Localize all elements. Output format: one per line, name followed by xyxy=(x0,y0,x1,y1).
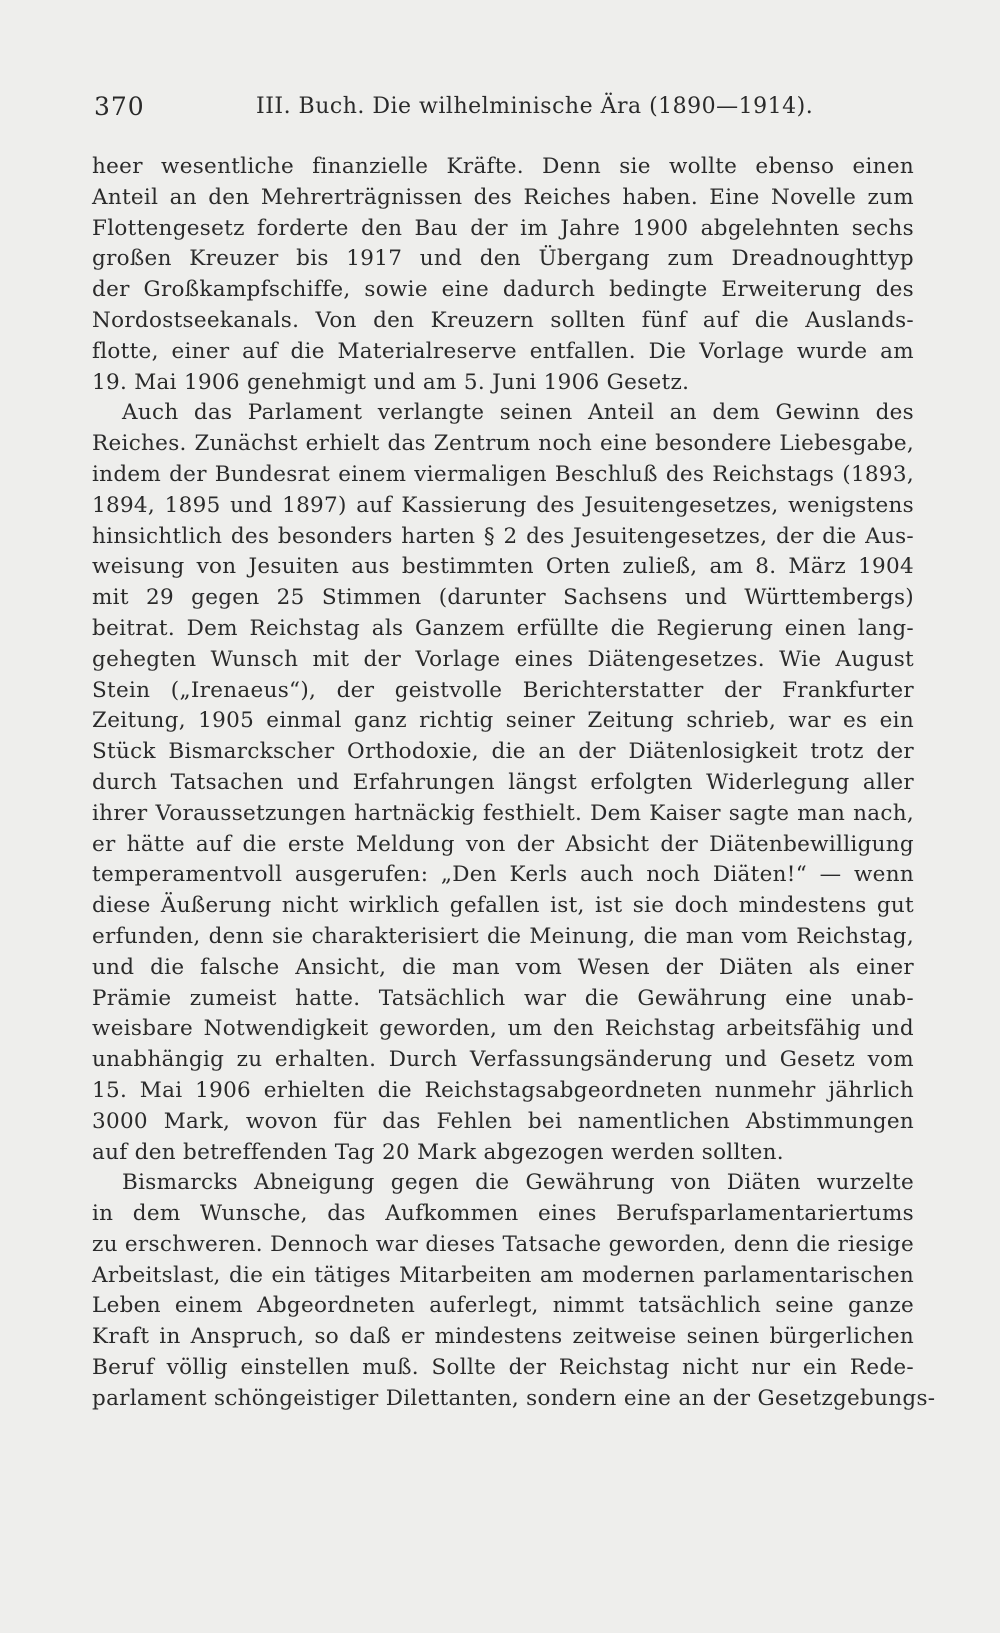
paragraph-start-line: Auch das Parlament verlangte seinen Anteil an dem Gewinn des xyxy=(122,400,914,426)
text-line: er hätte auf die erste Meldung von der Absicht der Diätenbewilligung xyxy=(92,831,914,857)
text-line: 15. Mai 1906 erhielten die Reichstagsabgeordneten nunmehr jährlich xyxy=(92,1077,914,1103)
text-line: Reiches. Zunächst erhielt das Zentrum noch eine besondere Liebesgabe, xyxy=(92,431,914,457)
text-line: und die falsche Ansicht, die man vom Wesen der Diäten als einer xyxy=(92,954,914,980)
text-line: Stein („Irenaeus“), der geistvolle Berichterstatter der Frankfurter xyxy=(92,677,914,703)
text-line: Zeitung, 1905 einmal ganz richtig seiner Zeitung schrieb, war es ein xyxy=(92,708,914,734)
text-line: hinsichtlich des besonders harten § 2 des Jesuitengesetzes, der die Aus- xyxy=(92,523,914,549)
text-line: parlament schöngeistiger Dilettanten, sondern eine an der Gesetzgebungs- xyxy=(92,1385,936,1411)
text-line: gehegten Wunsch mit der Vorlage eines Diätengesetzes. Wie August xyxy=(92,646,914,672)
running-head-title: III. Buch. Die wilhelminische Ära (1890—1914). xyxy=(256,94,814,119)
text-line: Flottengesetz forderte den Bau der im Jahre 1900 abgelehnten sechs xyxy=(92,215,914,241)
text-line: diese Äußerung nicht wirklich gefallen ist, ist sie doch mindestens gut xyxy=(92,893,914,919)
page-number: 370 xyxy=(94,92,145,121)
text-line: großen Kreuzer bis 1917 und den Übergang zum Dreadnoughttyp xyxy=(92,246,914,272)
text-line: temperamentvoll ausgerufen: „Den Kerls auch noch Diäten!“ — wenn xyxy=(92,862,914,888)
text-line: Nordostseekanals. Von den Kreuzern sollten fünf auf die Auslands- xyxy=(92,307,914,333)
text-line: Kraft in Anspruch, so daß er mindestens zeitweise seinen bürgerlichen xyxy=(92,1324,914,1350)
text-line: Anteil an den Mehrerträgnissen des Reiches haben. Eine Novelle zum xyxy=(92,184,914,210)
text-line: zu erschweren. Dennoch war dieses Tatsache geworden, denn die riesige xyxy=(92,1231,914,1257)
text-line: in dem Wunsche, das Aufkommen eines Berufsparlamentariertums xyxy=(92,1201,914,1227)
text-line: Beruf völlig einstellen muß. Sollte der Reichstag nicht nur ein Rede- xyxy=(92,1355,914,1381)
text-line: ihrer Voraussetzungen hartnäckig festhielt. Dem Kaiser sagte man nach, xyxy=(92,800,914,826)
text-line: indem der Bundesrat einem viermaligen Beschluß des Reichstags (1893, xyxy=(92,461,914,487)
text-line: Stück Bismarckscher Orthodoxie, die an der Diätenlosigkeit trotz der xyxy=(92,739,914,765)
text-line: weisbare Notwendigkeit geworden, um den Reichstag arbeitsfähig und xyxy=(92,1016,914,1042)
text-line: 3000 Mark, wovon für das Fehlen bei namentlichen Abstimmungen xyxy=(92,1108,914,1134)
text-line: Leben einem Abgeordneten auferlegt, nimmt tatsächlich seine ganze xyxy=(92,1293,914,1319)
body-text xyxy=(92,152,936,1415)
text-line: flotte, einer auf die Materialreserve entfallen. Die Vorlage wurde am xyxy=(92,338,914,364)
paragraph-start-line: Bismarcks Abneigung gegen die Gewährung von Diäten wurzelte xyxy=(122,1170,914,1196)
text-line: weisung von Jesuiten aus bestimmten Orten zuließ, am 8. März 1904 xyxy=(92,554,914,580)
text-line: 19. Mai 1906 genehmigt und am 5. Juni 1906 Gesetz. xyxy=(92,369,690,395)
text-line: beitrat. Dem Reichstag als Ganzem erfüllte die Regierung einen lang- xyxy=(92,615,914,641)
text-line: Arbeitslast, die ein tätiges Mitarbeiten am modernen parlamentarischen xyxy=(92,1262,914,1288)
text-line: Prämie zumeist hatte. Tatsächlich war die Gewährung eine unab- xyxy=(92,985,914,1011)
text-line: durch Tatsachen und Erfahrungen längst erfolgten Widerlegung aller xyxy=(92,769,914,795)
text-line: der Großkampfschiffe, sowie eine dadurch bedingte Erweiterung des xyxy=(92,277,914,303)
text-line: 1894, 1895 und 1897) auf Kassierung des Jesuitengesetzes, wenigstens xyxy=(92,492,914,518)
text-line: heer wesentliche finanzielle Kräfte. Denn sie wollte ebenso einen xyxy=(92,154,914,179)
text-line: auf den betreffenden Tag 20 Mark abgezogen werden sollten. xyxy=(92,1139,784,1165)
text-line: unabhängig zu erhalten. Durch Verfassungsänderung und Gesetz vom xyxy=(92,1047,914,1073)
text-line: mit 29 gegen 25 Stimmen (darunter Sachsens und Württembergs) xyxy=(92,585,914,611)
running-head xyxy=(88,92,918,128)
text-line: erfunden, denn sie charakterisiert die Meinung, die man vom Reichstag, xyxy=(92,923,914,949)
